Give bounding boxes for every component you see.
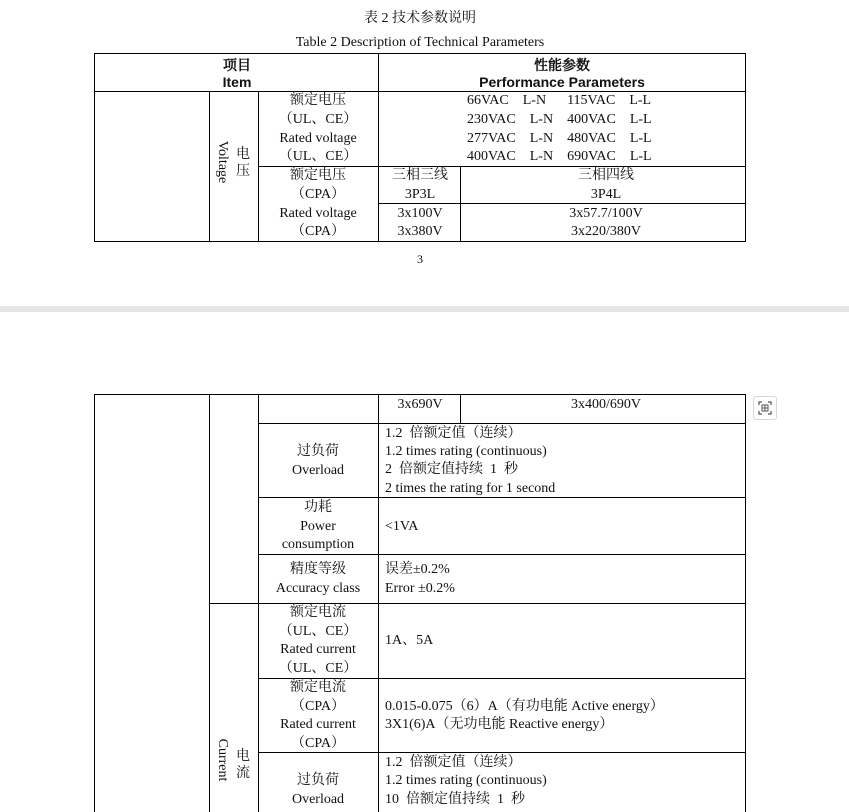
power-consumption-value: <1VA (385, 519, 419, 534)
group-label-current-cn-1: 电 (236, 749, 250, 764)
overload-current-value-1: 1.2 倍额定值（连续） (385, 755, 522, 770)
group-label-voltage-cn-2: 压 (236, 164, 250, 179)
accuracy-class-name-en: Accuracy class (275, 581, 361, 596)
header-performance-cn: 性能参数 (534, 57, 590, 73)
scan-frame-icon (758, 401, 772, 415)
overload-current-value-2: 1.2 times rating (continuous) (385, 773, 547, 788)
rated-current-cpa-name-3: Rated current (280, 717, 356, 732)
overload-voltage-value-1: 1.2 倍额定值（连续） (385, 426, 522, 441)
document-page-4 (0, 312, 849, 812)
rated-voltage-cpa-name-cn: 额定电压 (290, 168, 346, 183)
voltage-3p4l-3: 3x400/690V (571, 397, 641, 412)
group-label-current-en: Current (215, 738, 230, 782)
rated-current-ul-name-2: （UL、CE） (278, 624, 358, 639)
power-consumption-name-en-1: Power (300, 519, 336, 534)
table-caption-en: Table 2 Description of Technical Parameters (295, 35, 545, 50)
voltage-3p4l-2: 3x220/380V (571, 224, 641, 239)
scan-frame-button[interactable] (753, 396, 777, 420)
accuracy-class-value-cn: 误差±0.2% (385, 562, 450, 577)
document-page-3 (0, 0, 849, 306)
wiring-3p4l-code: 3P4L (590, 187, 622, 202)
rated-current-cpa-name-2: （CPA） (291, 699, 345, 714)
rated-voltage-ul-name-4: （UL、CE） (278, 149, 358, 164)
rated-current-ul-name-1: 额定电流 (290, 605, 346, 620)
rated-voltage-cpa-name-cn-2: （CPA） (291, 187, 345, 202)
overload-voltage-name-en: Overload (291, 463, 345, 478)
rated-voltage-ul-value-4: 400VAC L-N 690VAC L-L (467, 149, 652, 164)
header-item-en: Item (222, 74, 252, 90)
table-caption-cn: 表 2 技术参数说明 (364, 11, 476, 26)
wiring-3p3l-code: 3P3L (404, 187, 436, 202)
overload-voltage-name-cn: 过负荷 (297, 444, 339, 459)
overload-current-name-cn: 过负荷 (297, 773, 339, 788)
group-label-voltage-en: Voltage (215, 140, 230, 184)
rated-voltage-ul-value-3: 277VAC L-N 480VAC L-L (467, 131, 652, 146)
rated-voltage-ul-name-1: 额定电压 (290, 93, 346, 108)
rated-current-ul-name-4: （UL、CE） (278, 661, 358, 676)
power-consumption-name-cn: 功耗 (304, 500, 332, 515)
rated-voltage-ul-name-2: （UL、CE） (278, 112, 358, 127)
overload-current-value-3: 10 倍额定值持续 1 秒 (385, 792, 525, 807)
rated-current-cpa-value-1: 0.015-0.075（6）A（有功电能 Active energy） (385, 699, 664, 714)
overload-current-name-en: Overload (291, 792, 345, 807)
power-consumption-name-en-2: consumption (281, 537, 355, 552)
overload-voltage-value-2: 1.2 times rating (continuous) (385, 444, 547, 459)
voltage-3p3l-2: 3x380V (397, 224, 443, 239)
group-label-voltage-cn-1: 电 (236, 147, 250, 162)
voltage-3p4l-1: 3x57.7/100V (569, 206, 643, 221)
rated-current-ul-name-3: Rated current (280, 642, 356, 657)
header-performance-en: Performance Parameters (479, 74, 645, 90)
header-item-cn: 项目 (223, 57, 251, 73)
accuracy-class-name-cn: 精度等级 (290, 562, 346, 577)
rated-current-cpa-name-1: 额定电流 (290, 680, 346, 695)
rated-voltage-cpa-name-en: Rated voltage (279, 206, 357, 221)
rated-voltage-ul-value-2: 230VAC L-N 400VAC L-L (467, 112, 652, 127)
rated-current-cpa-name-4: （CPA） (291, 736, 345, 751)
rated-voltage-ul-value-1: 66VAC L-N 115VAC L-L (467, 93, 652, 108)
page-number: 3 (417, 252, 423, 266)
group-label-current-cn-2: 流 (236, 766, 250, 781)
overload-voltage-value-4: 2 times the rating for 1 second (385, 481, 556, 496)
voltage-3p3l-1: 3x100V (397, 206, 443, 221)
rated-voltage-ul-name-3: Rated voltage (279, 131, 357, 146)
overload-voltage-value-3: 2 倍额定值持续 1 秒 (385, 462, 518, 477)
accuracy-class-value-en: Error ±0.2% (385, 581, 455, 596)
wiring-3p3l-cn: 三相三线 (392, 168, 448, 183)
rated-voltage-cpa-name-en-2: （CPA） (291, 224, 345, 239)
rated-current-ul-value: 1A、5A (385, 633, 434, 648)
voltage-3p3l-3: 3x690V (397, 397, 443, 412)
wiring-3p4l-cn: 三相四线 (578, 168, 634, 183)
rated-current-cpa-value-2: 3X1(6)A（无功电能 Reactive energy） (385, 717, 614, 732)
